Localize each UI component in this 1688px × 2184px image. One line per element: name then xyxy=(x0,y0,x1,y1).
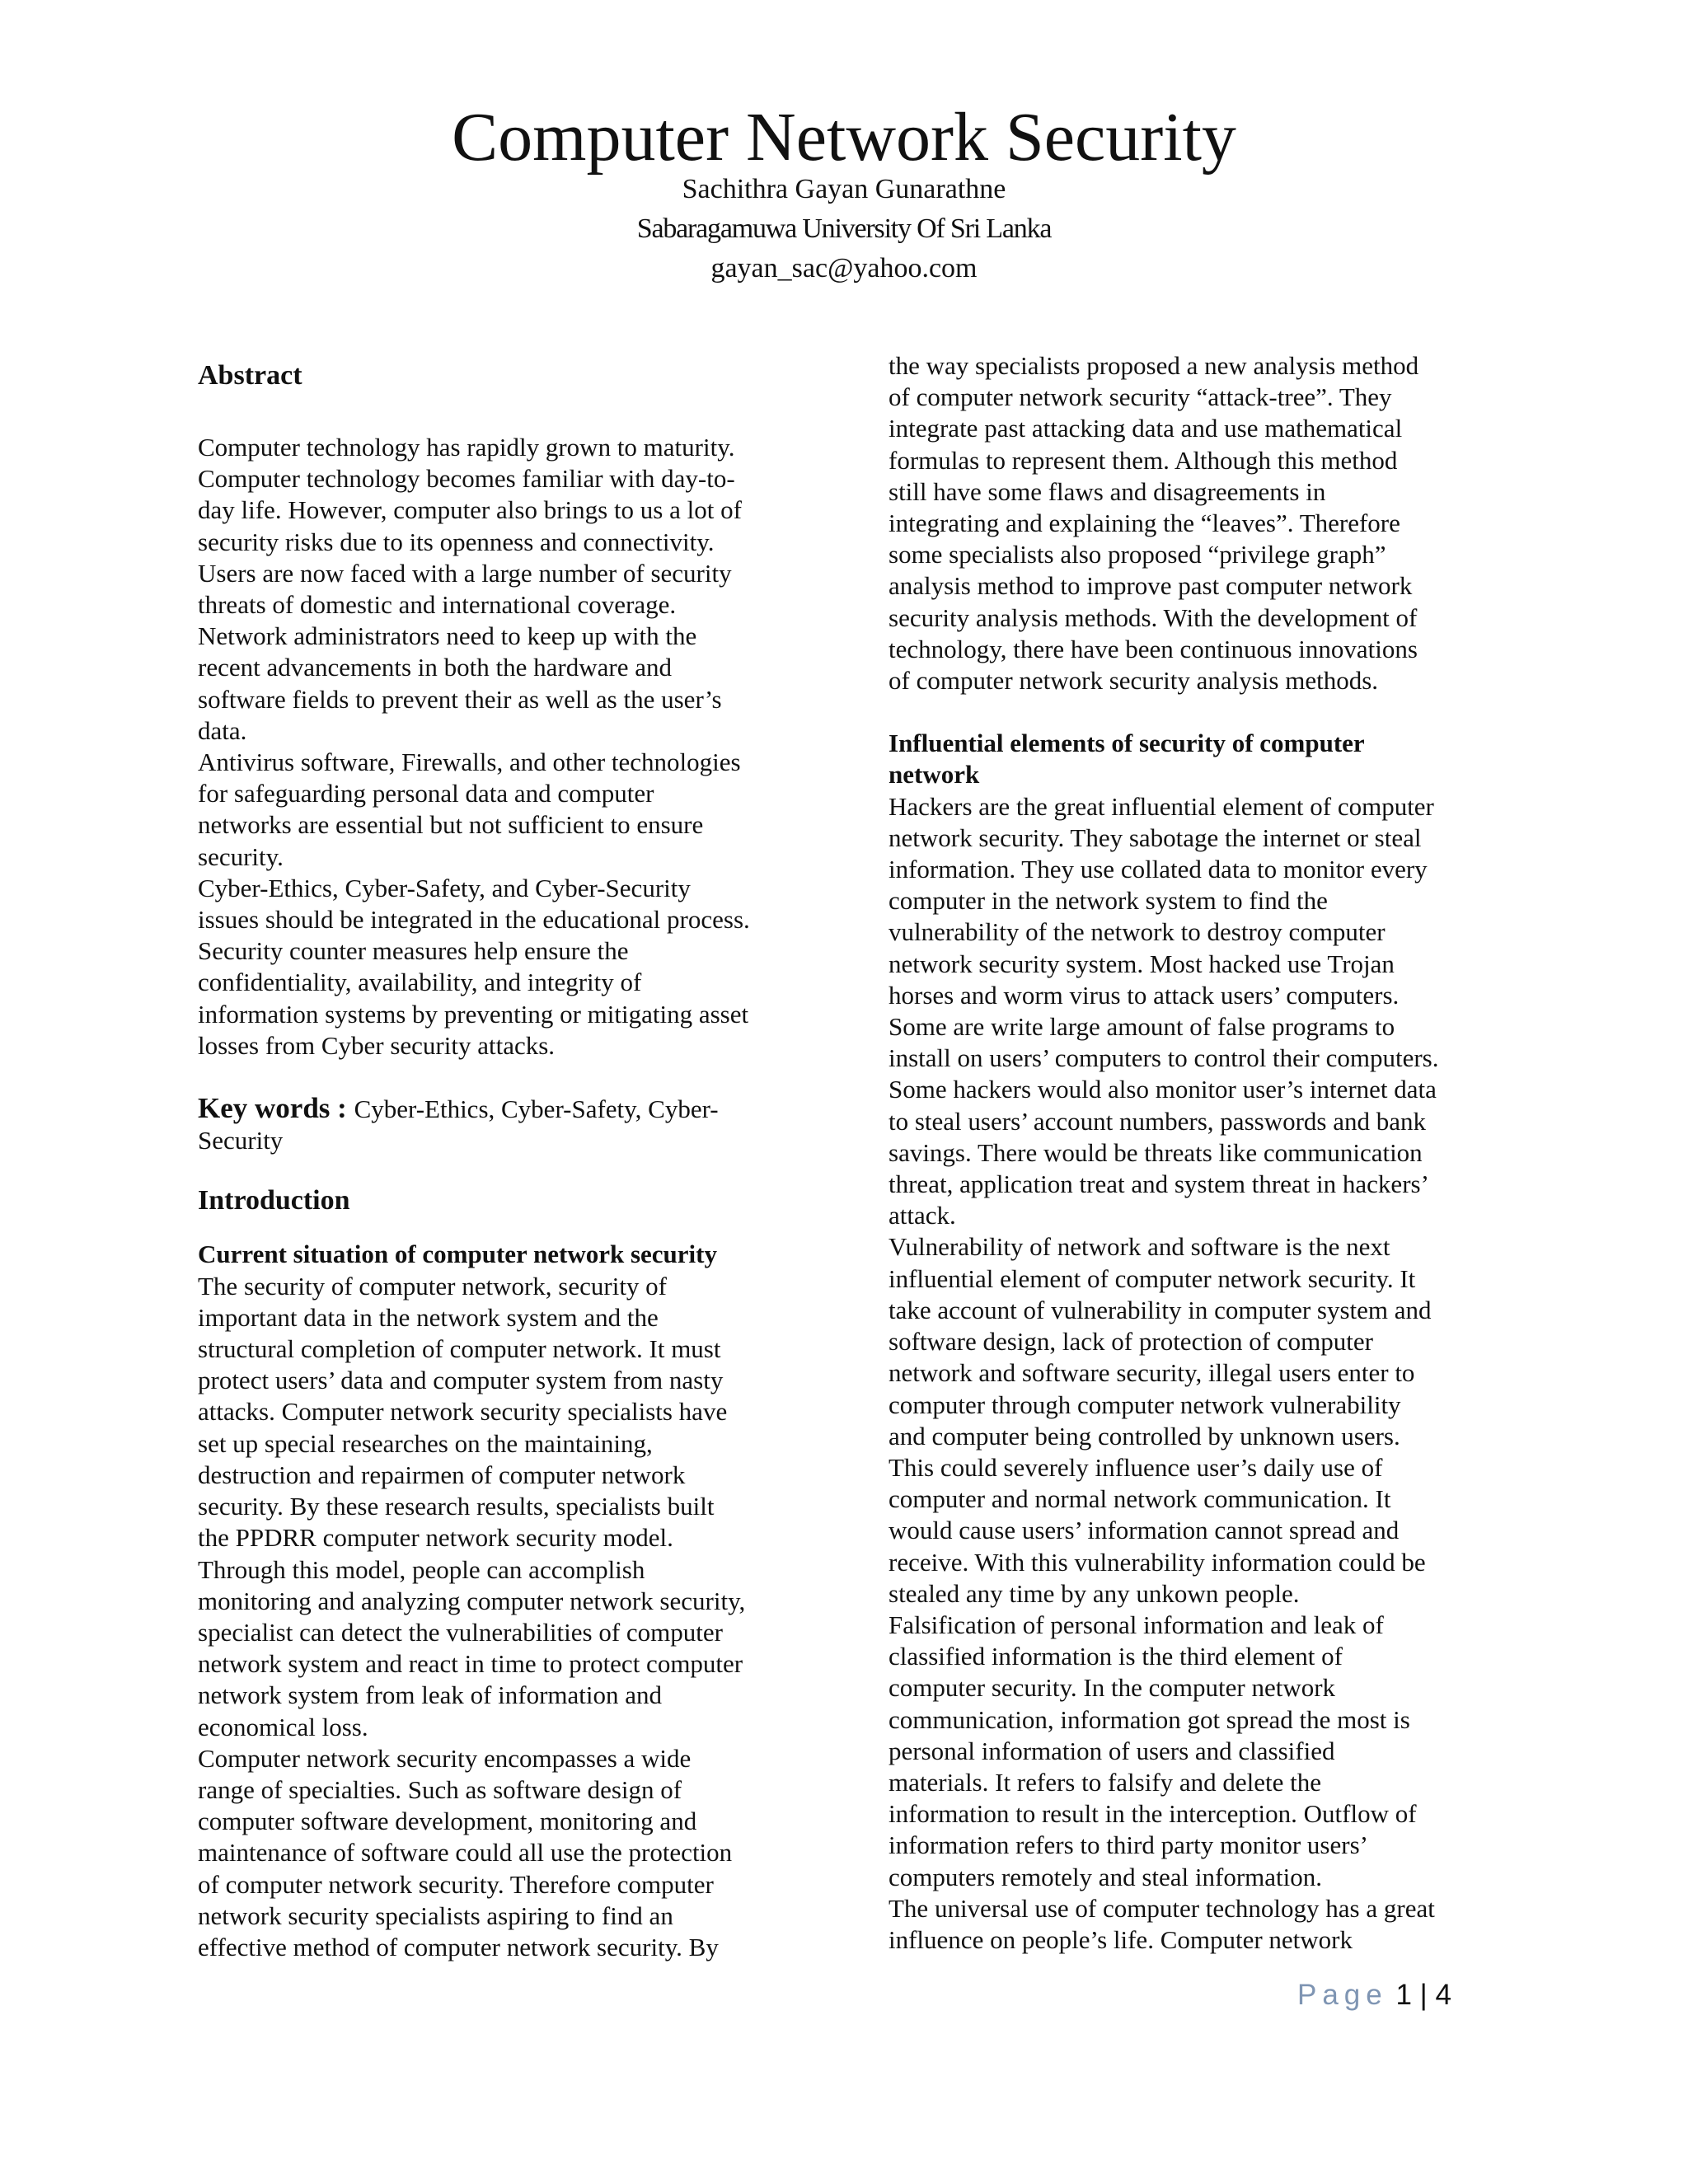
right-column xyxy=(889,350,1498,1956)
left-column xyxy=(198,350,808,1963)
abstract-spacer xyxy=(198,392,808,432)
keywords-paragraph xyxy=(198,1093,808,1156)
page-footer xyxy=(1297,1978,1451,2013)
influential-elements-subheading: Influential elements of security of computer network xyxy=(889,729,1365,790)
keywords-label: Key words : xyxy=(198,1092,354,1125)
abstract-body: Computer technology has rapidly grown to maturity. Computer technology becomes familiar with day-to- day life. However, computer also brings to us a lot of security risks due to its openness and connectivity. Users are now faced with a large number of security threats of domestic and international coverage. Network administrators need to keep up with the recent advancements in both the hardware and software fields to prevent their as well as the user’s data. Antivirus software, Firewalls, and other technologies for safeguarding personal data and computer networks are essential but not sufficient to ensure security. Cyber-Ethics, Cyber-Safety, and Cyber-Security issues should be integrated in the educational process. Security counter measures help ensure the confidentiality, availability, and integrity of information systems by preventing or mitigating asset losses from Cyber security attacks. xyxy=(198,433,750,1060)
author-affiliation: Sabaragamuwa University Of Sri Lanka xyxy=(636,213,1052,244)
page-number: 1 | 4 xyxy=(1395,1979,1451,2011)
author-name: Sachithra Gayan Gunarathne xyxy=(682,174,1006,204)
page-label: Page xyxy=(1297,1979,1388,2011)
influential-elements-body: Hackers are the great influential element of computer network security. They sabotage the internet or steal information. They use collated data to monitor every computer in the network system to find the vulnerability of the network to destroy computer network security system. Most hacked use Trojan horses and worm virus to attack users’ computers. Some are write large amount of false programs to install on users’ computers to control their computers. Some hackers would also monitor user’s internet data to steal users’ account numbers, passwords and bank savings. There would be threats like communication threat, application treat and system threat in hackers’ attack. Vulnerability of network and software is the next influential element of computer network security. It take account of vulnerability in computer system and software design, lack of protection of computer network and software security, illegal users enter to computer through computer network vulnerability and computer being controlled by unknown users. This could severely influence user’s daily use of computer and normal network communication. It would cause users’ information cannot spread and receive. With this vulnerability information could be stealed any time by any unkown people. Falsification of personal information and leak of classified information is the third element of computer security. In the computer network communication, information got spread the most is personal information of users and classified materials. It refers to falsify and delete the information to result in the interception. Outflow of information refers to third party monitor users’ computers remotely and steal information. The universal use of computer technology has a great influence on people’s life. Computer network xyxy=(889,791,1439,1954)
current-situation-subheading: Current situation of computer network security xyxy=(198,1240,717,1269)
paper-title: Computer Network Security xyxy=(452,99,1236,176)
author-email: gayan_sac@yahoo.com xyxy=(710,253,978,284)
introduction-continuation: the way specialists proposed a new analysis method of computer network security “attack-tree”. They integrate past attacking data and use mathematical formulas to represent them. Although this method still have some flaws and disagreements in integrating and explaining the “leaves”. Therefore some specialists also proposed “privilege graph” analysis method to improve past computer network security analysis methods. With the development of technology, there have been continuous innovations of computer network security analysis methods. xyxy=(889,351,1419,696)
keywords-text: Cyber-Ethics, Cyber-Safety, Cyber- Security xyxy=(198,1094,719,1155)
introduction-heading: Introduction xyxy=(198,1185,350,1216)
abstract-heading: Abstract xyxy=(198,360,302,391)
introduction-body: The security of computer network, security of important data in the network system and the structural completion of computer network. It must protect users’ data and computer system from nasty attacks. Computer network security specialists have set up special researches on the maintaining, destruction and repairmen of computer network security. By these research results, specialists built the PPDRR computer network security model. Through this model, people can accomplish monitoring and analyzing computer network security, specialist can detect the vulnerabilities of computer network system and react in time to protect computer network system from leak of information and economical loss. Computer network security encompasses a wide range of specialties. Such as software design of computer software development, monitoring and maintenance of software could all use the protection of computer network security. Therefore computer network security specialists aspiring to find an effective method of computer network security. By xyxy=(198,1271,746,1961)
